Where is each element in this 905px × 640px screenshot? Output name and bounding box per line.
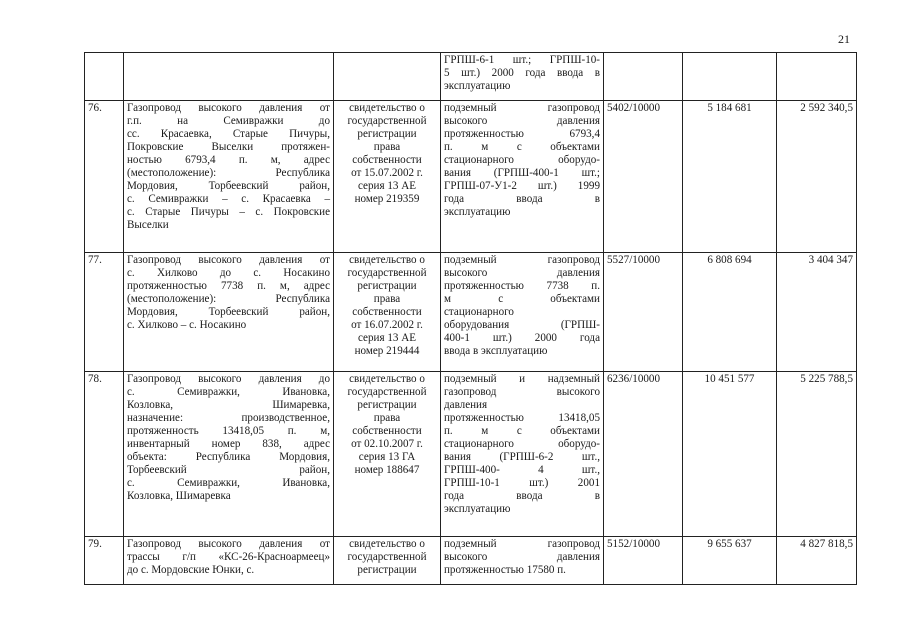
row-number-cell: 76.: [85, 101, 124, 253]
cell-text-line: подземный газопровод: [444, 254, 600, 266]
cell-text-line: стационарного: [444, 306, 514, 318]
certificate-cell: [334, 53, 441, 101]
table-row: [85, 101, 857, 253]
property-registry-table: [84, 52, 857, 585]
certificate-cell: [334, 372, 441, 537]
cell-text-line: вания (ГРПШ-400-1 шт.;: [444, 167, 600, 179]
cell-text-line: ГРПШ-07-У1-2 шт.) 1999: [444, 180, 600, 192]
cell-text-line: ГРПШ-10-1 шт.) 2001: [444, 477, 600, 489]
cell-text-line: высокого давления: [444, 267, 600, 279]
cell-text-line: Мордовия, Торбеевский район,: [127, 306, 330, 318]
cell-text-line: регистрации: [357, 564, 417, 576]
half-value-cell: [777, 53, 857, 101]
cell-text-line: ввода в эксплуатацию: [444, 345, 548, 357]
description-cell: [124, 53, 334, 101]
technical-cell: [441, 253, 604, 372]
cell-text-line: свидетельство о: [349, 254, 425, 266]
cell-text-line: стационарного оборудо-: [444, 154, 600, 166]
cell-text-line: регистрации: [357, 280, 417, 292]
cell-text-line: Козловка, Шимаревка,: [127, 399, 330, 411]
cell-text-line: подземный газопровод: [444, 538, 600, 550]
cell-text-line: ГРПШ-400- 4 шт.,: [444, 464, 600, 476]
cell-text-line: с. Хилково – с. Носакино: [127, 319, 247, 331]
cell-text-line: инвентарный номер 838, адрес: [127, 438, 330, 450]
cell-text-line: п. м с объектами: [444, 141, 600, 153]
row-number-cell: 77.: [85, 253, 124, 372]
cell-text-line: (местоположение): Республика: [127, 167, 330, 179]
technical-cell: [441, 53, 604, 101]
cell-text-line: государственной: [347, 386, 427, 398]
cell-text-line: эксплуатацию: [444, 80, 511, 92]
cell-text-line: права: [373, 293, 401, 305]
cell-text-line: объекта: Республика Мордовия,: [127, 451, 330, 463]
table-row: [85, 537, 857, 585]
cell-text-line: эксплуатацию: [444, 503, 511, 515]
cell-text-line: трассы г/п «КС-26-Красноармеец»: [127, 551, 330, 563]
value-cell: 5 184 681: [683, 101, 777, 253]
share-cell: 5527/10000: [604, 253, 683, 372]
cell-text-line: протяженностью 6793,4: [444, 128, 600, 140]
cell-text-line: эксплуатацию: [444, 206, 511, 218]
cell-text-line: оборудования (ГРПШ-: [444, 319, 600, 331]
cell-text-line: с. Семивражки – с. Красаевка –: [127, 193, 330, 205]
cell-text-line: номер 219359: [354, 193, 420, 205]
cell-text-line: до с. Мордовские Юнки, с.: [127, 564, 255, 576]
cell-text-line: газопровод высокого: [444, 386, 600, 398]
row-number-cell: [85, 53, 124, 101]
cell-text-line: Газопровод высокого давления до: [127, 373, 330, 385]
cell-text-line: номер 219444: [354, 345, 420, 357]
cell-text-line: давления: [444, 399, 488, 411]
cell-text-line: регистрации: [357, 128, 417, 140]
value-cell: 9 655 637: [683, 537, 777, 585]
value-cell: [683, 53, 777, 101]
cell-text-line: Выселки: [127, 219, 169, 231]
cell-text-line: года ввода в: [444, 193, 600, 205]
share-cell: 5152/10000: [604, 537, 683, 585]
cell-text-line: серия 13 АЕ: [358, 332, 416, 344]
table-row: [85, 253, 857, 372]
cell-text-line: назначение: производственное,: [127, 412, 330, 424]
cell-text-line: протяженность 13418,05 п. м,: [127, 425, 330, 437]
row-number-cell: 78.: [85, 372, 124, 537]
half-value-cell: 2 592 340,5: [777, 101, 857, 253]
cell-text-line: 5 шт.) 2000 года ввода в: [444, 67, 600, 79]
cell-text-line: протяженностью 7738 п.: [444, 280, 600, 292]
cell-text-line: года ввода в: [444, 490, 600, 502]
cell-text-line: от 16.07.2002 г.: [351, 319, 423, 331]
certificate-cell: [334, 253, 441, 372]
half-value-cell: 4 827 818,5: [777, 537, 857, 585]
certificate-cell: [334, 101, 441, 253]
description-cell: [124, 253, 334, 372]
share-cell: 5402/10000: [604, 101, 683, 253]
description-cell: [124, 101, 334, 253]
cell-text-line: протяженностью 13418,05: [444, 412, 600, 424]
table-row-continuation: [85, 53, 857, 101]
technical-cell: [441, 537, 604, 585]
share-cell: [604, 53, 683, 101]
cell-text-line: вания (ГРПШ-6-2 шт.,: [444, 451, 600, 463]
certificate-cell: [334, 537, 441, 585]
cell-text-line: г.п. на Семивражки до: [127, 115, 330, 127]
cell-text-line: высокого давления: [444, 115, 600, 127]
cell-text-line: права: [373, 141, 401, 153]
cell-text-line: от 02.10.2007 г.: [351, 438, 423, 450]
cell-text-line: Газопровод высокого давления от: [127, 102, 330, 114]
cell-text-line: стационарного оборудо-: [444, 438, 600, 450]
cell-text-line: Козловка, Шимаревка: [127, 490, 231, 502]
cell-text-line: свидетельство о: [349, 538, 425, 550]
cell-text-line: Газопровод высокого давления от: [127, 538, 330, 550]
half-value-cell: 5 225 788,5: [777, 372, 857, 537]
cell-text-line: собственности: [352, 154, 422, 166]
cell-text-line: Торбеевский район,: [127, 464, 330, 476]
technical-cell: [441, 372, 604, 537]
cell-text-line: ГРПШ-6-1 шт.; ГРПШ-10-: [444, 54, 600, 66]
value-cell: 6 808 694: [683, 253, 777, 372]
cell-text-line: Мордовия, Торбеевский район,: [127, 180, 330, 192]
table-row: [85, 372, 857, 537]
cell-text-line: государственной: [347, 267, 427, 279]
cell-text-line: п. м с объектами: [444, 425, 600, 437]
cell-text-line: регистрации: [357, 399, 417, 411]
cell-text-line: с. Старые Пичуры – с. Покровские: [127, 206, 330, 218]
cell-text-line: протяженностью 17580 п.: [444, 564, 566, 576]
cell-text-line: свидетельство о: [349, 373, 425, 385]
cell-text-line: ностью 6793,4 п. м, адрес: [127, 154, 330, 166]
row-number-cell: 79.: [85, 537, 124, 585]
cell-text-line: собственности: [352, 425, 422, 437]
value-cell: 10 451 577: [683, 372, 777, 537]
cell-text-line: Газопровод высокого давления от: [127, 254, 330, 266]
cell-text-line: серия 13 ГА: [358, 451, 416, 463]
cell-text-line: сс. Красаевка, Старые Пичуры,: [127, 128, 330, 140]
cell-text-line: свидетельство о: [349, 102, 425, 114]
cell-text-line: права: [373, 412, 401, 424]
cell-text-line: государственной: [347, 551, 427, 563]
cell-text-line: протяженностью 7738 п. м, адрес: [127, 280, 330, 292]
cell-text-line: подземный газопровод: [444, 102, 600, 114]
cell-text-line: собственности: [352, 306, 422, 318]
cell-text-line: м с объектами: [444, 293, 600, 305]
cell-text-line: от 15.07.2002 г.: [351, 167, 423, 179]
cell-text-line: с. Семивражки, Ивановка,: [127, 386, 330, 398]
cell-text-line: номер 188647: [354, 464, 420, 476]
cell-text-line: серия 13 АЕ: [358, 180, 416, 192]
half-value-cell: 3 404 347: [777, 253, 857, 372]
cell-text-line: с. Хилково до с. Носакино: [127, 267, 330, 279]
cell-text-line: государственной: [347, 115, 427, 127]
description-cell: [124, 537, 334, 585]
cell-text-line: Покровские Выселки протяжен-: [127, 141, 330, 153]
cell-text-line: высокого давления: [444, 551, 600, 563]
cell-text-line: 400-1 шт.) 2000 года: [444, 332, 600, 344]
share-cell: 6236/10000: [604, 372, 683, 537]
cell-text-line: (местоположение): Республика: [127, 293, 330, 305]
description-cell: [124, 372, 334, 537]
cell-text-line: подземный и надземный: [444, 373, 600, 385]
technical-cell: [441, 101, 604, 253]
cell-text-line: с. Семивражки, Ивановка,: [127, 477, 330, 489]
page-number: 21: [838, 32, 850, 46]
